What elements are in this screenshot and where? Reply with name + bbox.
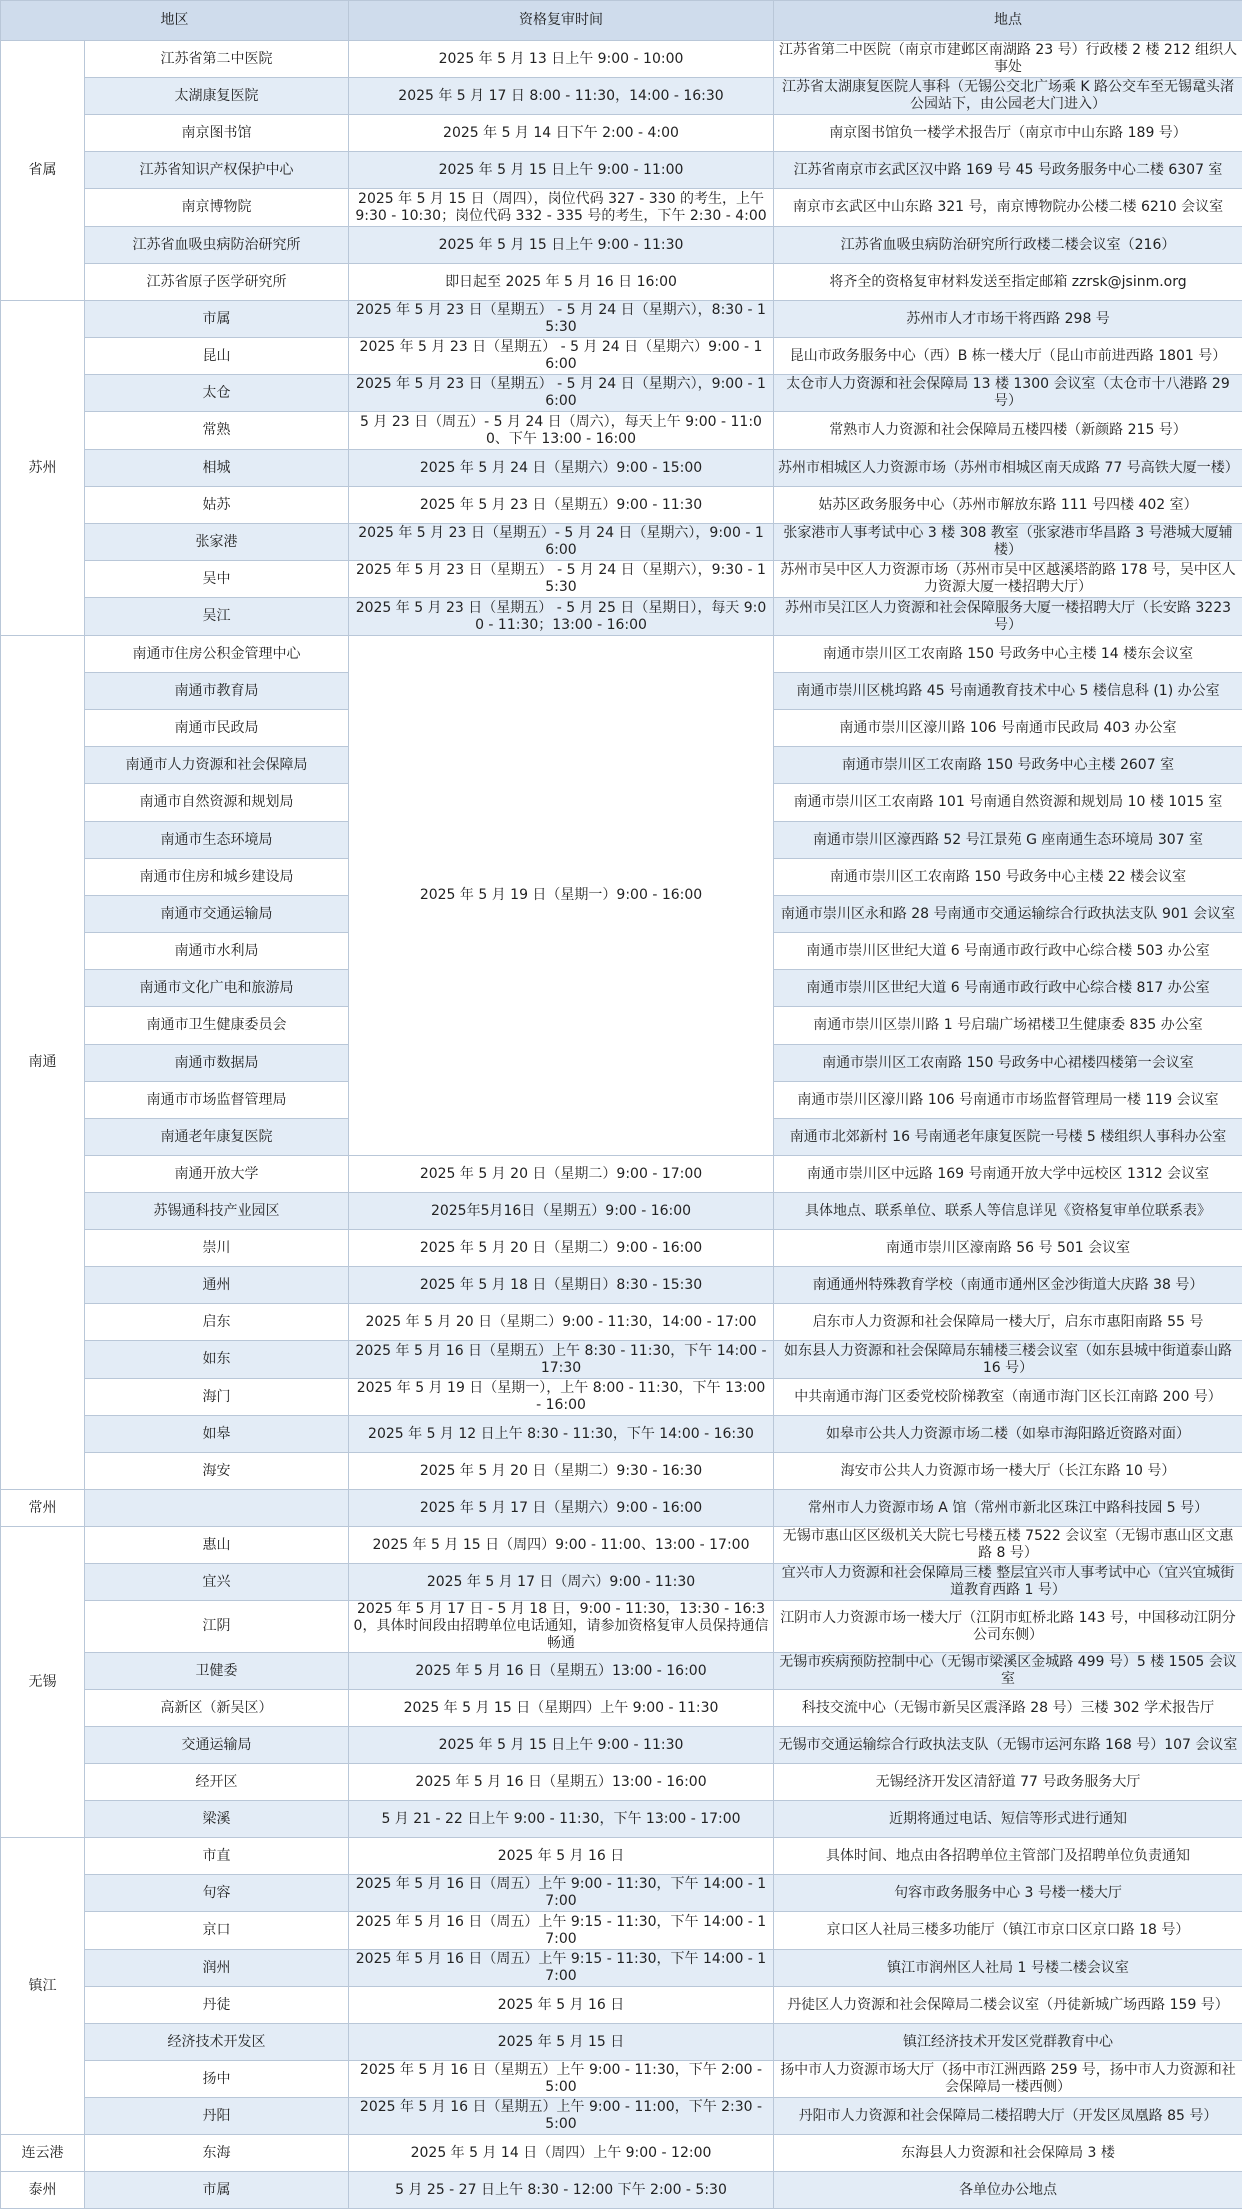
time-cell: 2025 年 5 月 15 日上午 9:00 - 11:30 — [349, 227, 774, 264]
org-cell: 南通市住房和城乡建设局 — [85, 859, 349, 896]
org-cell: 惠山 — [85, 1527, 349, 1564]
location-cell: 南通市崇川区崇川路 1 号启瑞广场裙楼卫生健康委 835 办公室 — [774, 1007, 1242, 1045]
table-row — [1, 264, 1242, 301]
org-cell: 南通市生态环境局 — [85, 822, 349, 859]
location-cell: 中共南通市海门区委党校阶梯教室（南通市海门区长江南路 200 号） — [774, 1379, 1242, 1416]
org-cell: 姑苏 — [85, 487, 349, 524]
location-cell: 太仓市人力资源和社会保障局 13 楼 1300 会议室（太仓市十八港路 29 号） — [774, 375, 1242, 412]
time-cell: 2025 年 5 月 23 日（星期五）- 5 月 24 日（星期六），9:00 - 16:00 — [349, 524, 774, 561]
location-cell: 昆山市政务服务中心（西）B 栋一楼大厅（昆山市前进西路 1801 号） — [774, 338, 1242, 375]
time-cell: 2025 年 5 月 12 日上午 8:30 - 11:30，下午 14:00 - 16:30 — [349, 1416, 774, 1453]
table-row — [1, 1564, 1242, 1601]
location-cell: 无锡市惠山区区级机关大院七号楼五楼 7522 会议室（无锡市惠山区文惠路 8 号） — [774, 1527, 1242, 1564]
org-cell — [85, 1490, 349, 1527]
region-cell: 无锡 — [1, 1527, 85, 1838]
table-row — [1, 487, 1242, 524]
location-cell: 苏州市吴中区人力资源市场（苏州市吴中区越溪塔韵路 178 号，吴中区人力资源大厦一楼招聘大厅） — [774, 561, 1242, 598]
table-row — [1, 78, 1242, 115]
table-row — [1, 1527, 1242, 1564]
table-row — [1, 2024, 1242, 2061]
org-cell: 南通老年康复医院 — [85, 1119, 349, 1156]
table-row — [1, 1950, 1242, 1987]
time-cell: 2025 年 5 月 14 日下午 2:00 - 4:00 — [349, 115, 774, 152]
table-row — [1, 1379, 1242, 1416]
org-cell: 昆山 — [85, 338, 349, 375]
org-cell: 经济技术开发区 — [85, 2024, 349, 2061]
org-cell: 崇川 — [85, 1230, 349, 1267]
time-cell: 5 月 21 - 22 日上午 9:00 - 11:30，下午 13:00 - 17:00 — [349, 1801, 774, 1838]
location-cell: 镇江经济技术开发区党群教育中心 — [774, 2024, 1242, 2061]
location-cell: 镇江市润州区人社局 1 号楼二楼会议室 — [774, 1950, 1242, 1987]
org-cell: 南通开放大学 — [85, 1156, 349, 1193]
table-row — [1, 375, 1242, 412]
location-cell: 各单位办公地点 — [774, 2172, 1242, 2209]
org-cell: 海安 — [85, 1453, 349, 1490]
location-cell: 南通市崇川区永和路 28 号南通市交通运输综合行政执法支队 901 会议室 — [774, 896, 1242, 933]
location-cell: 南通市崇川区世纪大道 6 号南通市政行政中心综合楼 817 办公室 — [774, 970, 1242, 1007]
time-cell: 2025 年 5 月 17 日 - 5 月 18 日，9:00 - 11:30，13:30 - 16:30，具体时间段由招聘单位电话通知，请参加资格复审人员保持通信畅通 — [349, 1601, 774, 1653]
org-cell: 丹徒 — [85, 1987, 349, 2024]
location-cell: 无锡市疾病预防控制中心（无锡市梁溪区金城路 499 号）5 楼 1505 会议室 — [774, 1653, 1242, 1690]
location-cell: 近期将通过电话、短信等形式进行通知 — [774, 1801, 1242, 1838]
header-row — [1, 1, 1242, 41]
location-cell: 无锡市交通运输综合行政执法支队（无锡市运河东路 168 号）107 会议室 — [774, 1727, 1242, 1764]
table-row — [1, 1764, 1242, 1801]
location-cell: 宜兴市人力资源和社会保障局三楼 整层宜兴市人事考试中心（宜兴宜城街道教育西路 1 号） — [774, 1564, 1242, 1601]
location-cell: 南通市崇川区工农南路 150 号政务中心主楼 2607 室 — [774, 747, 1242, 784]
org-cell: 南通市文化广电和旅游局 — [85, 970, 349, 1007]
time-cell: 2025 年 5 月 16 日（周五）上午 9:15 - 11:30，下午 14:00 - 17:00 — [349, 1912, 774, 1950]
location-cell: 无锡经济开发区清舒道 77 号政务服务大厅 — [774, 1764, 1242, 1801]
location-cell: 南通通州特殊教育学校（南通市通州区金沙街道大庆路 38 号） — [774, 1267, 1242, 1304]
time-cell: 即日起至 2025 年 5 月 16 日 16:00 — [349, 264, 774, 301]
table-row — [1, 1416, 1242, 1453]
region-cell: 连云港 — [1, 2135, 85, 2172]
org-cell: 润州 — [85, 1950, 349, 1987]
table-row — [1, 1875, 1242, 1912]
org-cell: 南通市住房公积金管理中心 — [85, 636, 349, 673]
time-cell: 2025 年 5 月 16 日（周五）上午 9:00 - 11:30，下午 14:00 - 17:00 — [349, 1875, 774, 1912]
schedule-body — [1, 41, 1242, 2209]
table-row — [1, 41, 1242, 78]
location-cell: 南京市玄武区中山东路 321 号，南京博物院办公楼二楼 6210 会议室 — [774, 189, 1242, 227]
location-cell: 苏州市吴江区人力资源和社会保障服务大厦一楼招聘大厅（长安路 3223 号） — [774, 598, 1242, 636]
time-cell: 2025 年 5 月 16 日（星期五）上午 9:00 - 11:30，下午 2:00 - 5:00 — [349, 2061, 774, 2098]
org-cell: 市直 — [85, 1838, 349, 1875]
time-cell: 2025 年 5 月 19 日（星期一）9:00 - 16:00 — [349, 636, 774, 1156]
time-cell: 2025 年 5 月 23 日（星期五）9:00 - 11:30 — [349, 487, 774, 524]
region-cell: 泰州 — [1, 2172, 85, 2209]
table-row — [1, 301, 1242, 338]
location-cell: 江苏省太湖康复医院人事科（无锡公交北广场乘 K 路公交车至无锡鼋头渚公园站下，由公园老大门进入） — [774, 78, 1242, 115]
location-cell: 常熟市人力资源和社会保障局五楼四楼（新颜路 215 号） — [774, 412, 1242, 450]
location-cell: 江苏省血吸虫病防治研究所行政楼二楼会议室（216） — [774, 227, 1242, 264]
location-cell: 具体时间、地点由各招聘单位主管部门及招聘单位负责通知 — [774, 1838, 1242, 1875]
org-cell: 句容 — [85, 1875, 349, 1912]
org-cell: 经开区 — [85, 1764, 349, 1801]
time-cell: 2025 年 5 月 23 日（星期五） - 5 月 24 日（星期六），9:00 - 16:00 — [349, 375, 774, 412]
org-cell: 张家港 — [85, 524, 349, 561]
region-cell: 苏州 — [1, 301, 85, 636]
header-time: 资格复审时间 — [349, 1, 774, 41]
org-cell: 太仓 — [85, 375, 349, 412]
org-cell: 南通市市场监督管理局 — [85, 1082, 349, 1119]
region-cell: 南通 — [1, 636, 85, 1490]
table-row — [1, 1490, 1242, 1527]
location-cell: 丹徒区人力资源和社会保障局二楼会议室（丹徒新城广场西路 159 号） — [774, 1987, 1242, 2024]
table-row — [1, 189, 1242, 227]
time-cell: 2025 年 5 月 24 日（星期六）9:00 - 15:00 — [349, 450, 774, 487]
location-cell: 具体地点、联系单位、联系人等信息详见《资格复审单位联系表》 — [774, 1193, 1242, 1230]
org-cell: 苏锡通科技产业园区 — [85, 1193, 349, 1230]
region-cell: 省属 — [1, 41, 85, 301]
location-cell: 京口区人社局三楼多功能厅（镇江市京口区京口路 18 号） — [774, 1912, 1242, 1950]
table-row — [1, 152, 1242, 189]
table-row — [1, 450, 1242, 487]
table-row — [1, 1304, 1242, 1341]
location-cell: 南通市崇川区工农南路 150 号政务中心主楼 14 楼东会议室 — [774, 636, 1242, 673]
org-cell: 宜兴 — [85, 1564, 349, 1601]
table-row — [1, 2098, 1242, 2135]
table-row — [1, 1341, 1242, 1379]
time-cell: 2025 年 5 月 16 日（星期五）上午 8:30 - 11:30，下午 14:00 - 17:30 — [349, 1341, 774, 1379]
org-cell: 如皋 — [85, 1416, 349, 1453]
location-cell: 南通市崇川区桃坞路 45 号南通教育技术中心 5 楼信息科 (1) 办公室 — [774, 673, 1242, 710]
table-row — [1, 412, 1242, 450]
time-cell: 2025 年 5 月 19 日（星期一），上午 8:00 - 11:30，下午 13:00 - 16:00 — [349, 1379, 774, 1416]
time-cell: 2025 年 5 月 23 日（星期五） - 5 月 24 日（星期六），9:30 - 15:30 — [349, 561, 774, 598]
header-location: 地点 — [774, 1, 1242, 41]
table-row — [1, 338, 1242, 375]
org-cell: 常熟 — [85, 412, 349, 450]
location-cell: 海安市公共人力资源市场一楼大厅（长江东路 10 号） — [774, 1453, 1242, 1490]
table-row — [1, 2172, 1242, 2209]
header-region: 地区 — [1, 1, 349, 41]
table-row — [1, 1987, 1242, 2024]
org-cell: 启东 — [85, 1304, 349, 1341]
time-cell: 5 月 23 日（周五）- 5 月 24 日（周六），每天上午 9:00 - 11:00、下午 13:00 - 16:00 — [349, 412, 774, 450]
time-cell: 2025 年 5 月 15 日 — [349, 2024, 774, 2061]
table-row — [1, 227, 1242, 264]
location-cell: 科技交流中心（无锡市新吴区震泽路 28 号）三楼 302 学术报告厅 — [774, 1690, 1242, 1727]
time-cell: 2025 年 5 月 16 日（周五）上午 9:15 - 11:30，下午 14:00 - 17:00 — [349, 1950, 774, 1987]
location-cell: 江苏省第二中医院（南京市建邺区南湖路 23 号）行政楼 2 楼 212 组织人事处 — [774, 41, 1242, 78]
table-row — [1, 1193, 1242, 1230]
org-cell: 东海 — [85, 2135, 349, 2172]
location-cell: 南通市崇川区濠川路 106 号南通市民政局 403 办公室 — [774, 710, 1242, 747]
org-cell: 京口 — [85, 1912, 349, 1950]
time-cell: 2025 年 5 月 18 日（星期日）8:30 - 15:30 — [349, 1267, 774, 1304]
org-cell: 南通市水利局 — [85, 933, 349, 970]
org-cell: 相城 — [85, 450, 349, 487]
org-cell: 江阴 — [85, 1601, 349, 1653]
table-row — [1, 1727, 1242, 1764]
location-cell: 启东市人力资源和社会保障局一楼大厅，启东市惠阳南路 55 号 — [774, 1304, 1242, 1341]
location-cell: 姑苏区政务服务中心（苏州市解放东路 111 号四楼 402 室） — [774, 487, 1242, 524]
table-row — [1, 1838, 1242, 1875]
org-cell: 南通市自然资源和规划局 — [85, 784, 349, 822]
table-row — [1, 1912, 1242, 1950]
table-row — [1, 1601, 1242, 1653]
table-row — [1, 1156, 1242, 1193]
time-cell: 2025 年 5 月 15 日（周四），岗位代码 327 - 330 的考生，上午 9:30 - 10:30；岗位代码 332 - 335 号的考生，下午 2:30 - 4:00 — [349, 189, 774, 227]
table-row — [1, 1690, 1242, 1727]
org-cell: 南通市卫生健康委员会 — [85, 1007, 349, 1045]
time-cell: 2025 年 5 月 16 日（星期五）13:00 - 16:00 — [349, 1653, 774, 1690]
org-cell: 海门 — [85, 1379, 349, 1416]
location-cell: 如东县人力资源和社会保障局东辅楼三楼会议室（如东县城中街道泰山路 16 号） — [774, 1341, 1242, 1379]
table-row — [1, 561, 1242, 598]
table-row — [1, 2061, 1242, 2098]
org-cell: 江苏省原子医学研究所 — [85, 264, 349, 301]
org-cell: 市属 — [85, 301, 349, 338]
org-cell: 太湖康复医院 — [85, 78, 349, 115]
time-cell: 2025 年 5 月 20 日（星期二）9:00 - 11:30，14:00 - 17:00 — [349, 1304, 774, 1341]
org-cell: 南通市人力资源和社会保障局 — [85, 747, 349, 784]
location-cell: 江苏省南京市玄武区汉中路 169 号 45 号政务服务中心二楼 6307 室 — [774, 152, 1242, 189]
location-cell: 如皋市公共人力资源市场二楼（如皋市海阳路近资路对面） — [774, 1416, 1242, 1453]
location-cell: 南通市崇川区濠南路 56 号 501 会议室 — [774, 1230, 1242, 1267]
location-cell: 南通市崇川区濠川路 106 号南通市市场监督管理局一楼 119 会议室 — [774, 1082, 1242, 1119]
org-cell: 交通运输局 — [85, 1727, 349, 1764]
org-cell: 吴中 — [85, 561, 349, 598]
time-cell: 2025 年 5 月 20 日（星期二）9:00 - 17:00 — [349, 1156, 774, 1193]
org-cell: 江苏省知识产权保护中心 — [85, 152, 349, 189]
org-cell: 南通市数据局 — [85, 1045, 349, 1082]
table-row — [1, 1230, 1242, 1267]
time-cell: 2025 年 5 月 13 日上午 9:00 - 10:00 — [349, 41, 774, 78]
org-cell: 丹阳 — [85, 2098, 349, 2135]
time-cell: 2025 年 5 月 20 日（星期二）9:00 - 16:00 — [349, 1230, 774, 1267]
time-cell: 2025 年 5 月 15 日上午 9:00 - 11:30 — [349, 1727, 774, 1764]
time-cell: 2025 年 5 月 15 日（星期四）上午 9:00 - 11:30 — [349, 1690, 774, 1727]
location-cell: 张家港市人事考试中心 3 楼 308 教室（张家港市华昌路 3 号港城大厦辅楼） — [774, 524, 1242, 561]
table-row — [1, 115, 1242, 152]
org-cell: 南京图书馆 — [85, 115, 349, 152]
table-row — [1, 636, 1242, 673]
location-cell: 南京图书馆负一楼学术报告厅（南京市中山东路 189 号） — [774, 115, 1242, 152]
org-cell: 南通市教育局 — [85, 673, 349, 710]
org-cell: 梁溪 — [85, 1801, 349, 1838]
time-cell: 2025年5月16日（星期五）9:00 - 16:00 — [349, 1193, 774, 1230]
table-row — [1, 1653, 1242, 1690]
org-cell: 市属 — [85, 2172, 349, 2209]
location-cell: 将齐全的资格复审材料发送至指定邮箱 zzrsk@jsinm.org — [774, 264, 1242, 301]
region-cell: 常州 — [1, 1490, 85, 1527]
time-cell: 5 月 25 - 27 日上午 8:30 - 12:00 下午 2:00 - 5:30 — [349, 2172, 774, 2209]
location-cell: 东海县人力资源和社会保障局 3 楼 — [774, 2135, 1242, 2172]
org-cell: 江苏省血吸虫病防治研究所 — [85, 227, 349, 264]
table-row — [1, 598, 1242, 636]
time-cell: 2025 年 5 月 16 日 — [349, 1987, 774, 2024]
location-cell: 扬中市人力资源市场大厅（扬中市江洲西路 259 号，扬中市人力资源和社会保障局一楼西侧） — [774, 2061, 1242, 2098]
time-cell: 2025 年 5 月 16 日 — [349, 1838, 774, 1875]
location-cell: 南通市崇川区濠西路 52 号江景苑 G 座南通生态环境局 307 室 — [774, 822, 1242, 859]
location-cell: 苏州市人才市场干将西路 298 号 — [774, 301, 1242, 338]
org-cell: 南通市民政局 — [85, 710, 349, 747]
table-row — [1, 2135, 1242, 2172]
org-cell: 卫健委 — [85, 1653, 349, 1690]
org-cell: 江苏省第二中医院 — [85, 41, 349, 78]
location-cell: 句容市政务服务中心 3 号楼一楼大厅 — [774, 1875, 1242, 1912]
location-cell: 南通市崇川区工农南路 101 号南通自然资源和规划局 10 楼 1015 室 — [774, 784, 1242, 822]
org-cell: 通州 — [85, 1267, 349, 1304]
time-cell: 2025 年 5 月 23 日（星期五） - 5 月 25 日（星期日），每天 9:00 - 11:30；13:00 - 16:00 — [349, 598, 774, 636]
time-cell: 2025 年 5 月 15 日上午 9:00 - 11:00 — [349, 152, 774, 189]
time-cell: 2025 年 5 月 23 日（星期五） - 5 月 24 日（星期六），8:30 - 15:30 — [349, 301, 774, 338]
location-cell: 南通市崇川区工农南路 150 号政务中心裙楼四楼第一会议室 — [774, 1045, 1242, 1082]
time-cell: 2025 年 5 月 17 日（星期六）9:00 - 16:00 — [349, 1490, 774, 1527]
time-cell: 2025 年 5 月 17 日（周六）9:00 - 11:30 — [349, 1564, 774, 1601]
table-row — [1, 1453, 1242, 1490]
location-cell: 常州市人力资源市场 A 馆（常州市新北区珠江中路科技园 5 号） — [774, 1490, 1242, 1527]
location-cell: 苏州市相城区人力资源市场（苏州市相城区南天成路 77 号高铁大厦一楼） — [774, 450, 1242, 487]
org-cell: 扬中 — [85, 2061, 349, 2098]
location-cell: 南通市北郊新村 16 号南通老年康复医院一号楼 5 楼组织人事科办公室 — [774, 1119, 1242, 1156]
table-row — [1, 1267, 1242, 1304]
location-cell: 南通市崇川区世纪大道 6 号南通市政行政中心综合楼 503 办公室 — [774, 933, 1242, 970]
org-cell: 南通市交通运输局 — [85, 896, 349, 933]
time-cell: 2025 年 5 月 15 日（周四）9:00 - 11:00、13:00 - 17:00 — [349, 1527, 774, 1564]
time-cell: 2025 年 5 月 16 日（星期五）上午 9:00 - 11:00，下午 2:30 - 5:00 — [349, 2098, 774, 2135]
org-cell: 南京博物院 — [85, 189, 349, 227]
time-cell: 2025 年 5 月 16 日（星期五）13:00 - 16:00 — [349, 1764, 774, 1801]
table-row — [1, 524, 1242, 561]
org-cell: 高新区（新吴区） — [85, 1690, 349, 1727]
region-cell: 镇江 — [1, 1838, 85, 2135]
location-cell: 南通市崇川区工农南路 150 号政务中心主楼 22 楼会议室 — [774, 859, 1242, 896]
location-cell: 南通市崇川区中远路 169 号南通开放大学中远校区 1312 会议室 — [774, 1156, 1242, 1193]
time-cell: 2025 年 5 月 20 日（星期二）9:30 - 16:30 — [349, 1453, 774, 1490]
time-cell: 2025 年 5 月 23 日（星期五） - 5 月 24 日（星期六）9:00 - 16:00 — [349, 338, 774, 375]
org-cell: 如东 — [85, 1341, 349, 1379]
table-row — [1, 1801, 1242, 1838]
location-cell: 丹阳市人力资源和社会保障局二楼招聘大厅（开发区凤凰路 85 号） — [774, 2098, 1242, 2135]
location-cell: 江阴市人力资源市场一楼大厅（江阴市虹桥北路 143 号，中国移动江阴分公司东侧） — [774, 1601, 1242, 1653]
time-cell: 2025 年 5 月 14 日（周四）上午 9:00 - 12:00 — [349, 2135, 774, 2172]
org-cell: 吴江 — [85, 598, 349, 636]
time-cell: 2025 年 5 月 17 日 8:00 - 11:30，14:00 - 16:30 — [349, 78, 774, 115]
